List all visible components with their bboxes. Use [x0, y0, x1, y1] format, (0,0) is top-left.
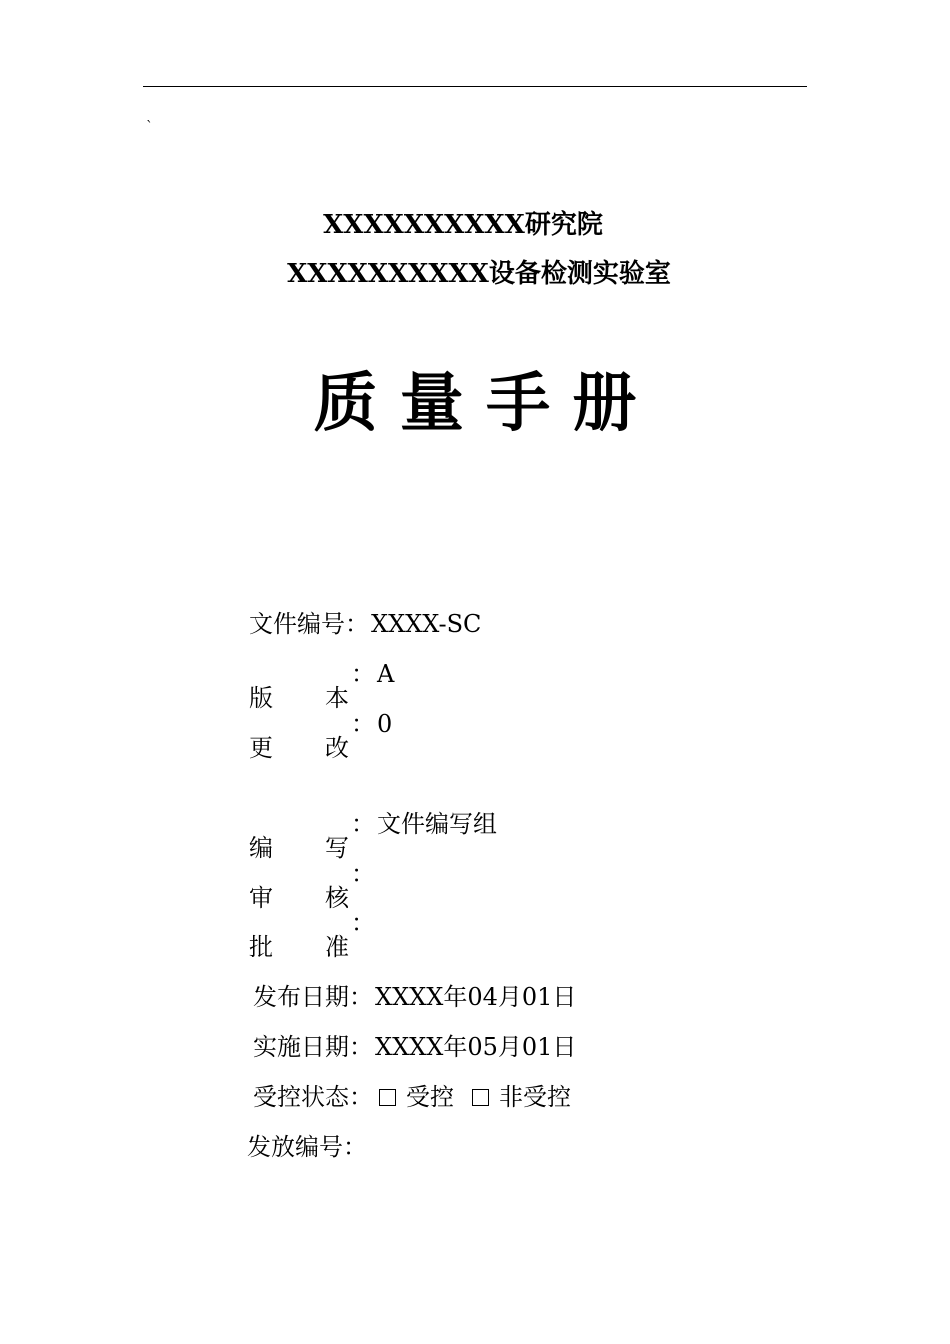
- file-number-value: XXXX-SC: [371, 610, 482, 638]
- laboratory-name: XXXXXXXXXX设备检测实验室: [287, 259, 671, 289]
- effective-date-label: 实施日期: [253, 1033, 349, 1061]
- issue-number-row: [247, 1131, 369, 1163]
- header-rule: [143, 86, 807, 87]
- colon: ：: [349, 983, 373, 1011]
- effective-date-value: XXXX年05月01日: [375, 1033, 577, 1061]
- uncontrolled-option-label: 非受控: [499, 1083, 571, 1111]
- version-value: A: [377, 660, 395, 688]
- colon: ：: [351, 660, 375, 688]
- colon: ：: [343, 1133, 367, 1161]
- control-status-row: [253, 1081, 571, 1113]
- uncontrolled-checkbox[interactable]: [472, 1089, 489, 1106]
- colon: ：: [349, 1083, 373, 1111]
- release-date-row: [253, 981, 576, 1013]
- author-row: 编 写 ：文件编写组: [249, 810, 497, 862]
- file-number-label: 文件编号: [249, 610, 345, 638]
- colon: ：: [351, 909, 375, 937]
- document-title: 质 量 手 册: [313, 367, 637, 441]
- author-value: 文件编写组: [377, 810, 497, 838]
- colon: ：: [351, 860, 375, 888]
- controlled-checkbox[interactable]: [379, 1089, 396, 1106]
- file-number-row: [249, 608, 481, 640]
- control-status-label: 受控状态: [253, 1083, 349, 1111]
- release-date-label: 发布日期: [253, 983, 349, 1011]
- revision-value: 0: [377, 710, 393, 738]
- review-row: 审 核 ：: [249, 860, 375, 912]
- effective-date-row: [253, 1031, 576, 1063]
- controlled-option-label: 受控: [406, 1083, 454, 1111]
- revision-row: 更 改 ：0: [249, 710, 393, 762]
- approve-row: 批 准 ：: [249, 909, 375, 961]
- colon: ：: [351, 710, 375, 738]
- tick-mark: `: [146, 119, 153, 135]
- version-row: 版 本 ：A: [249, 660, 395, 712]
- colon: ：: [345, 610, 369, 638]
- issue-number-label: 发放编号: [247, 1133, 343, 1161]
- colon: ：: [349, 1033, 373, 1061]
- organization-name: XXXXXXXXXX研究院: [323, 210, 603, 240]
- colon: ：: [351, 810, 375, 838]
- release-date-value: XXXX年04月01日: [375, 983, 577, 1011]
